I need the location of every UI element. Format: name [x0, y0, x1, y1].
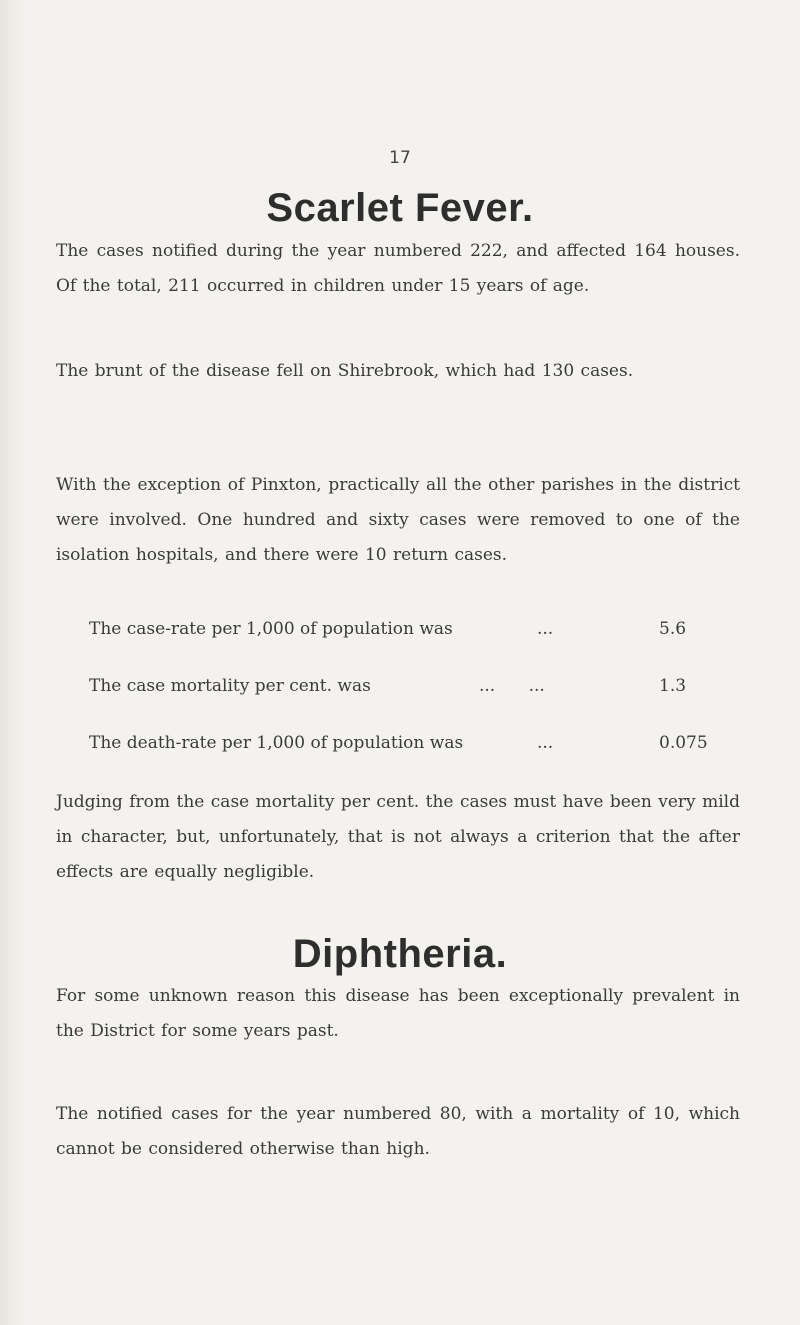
scarlet-fever-paragraph-2: The brunt of the disease fell on Shirebrook, which had 130 cases. — [56, 361, 634, 381]
scarlet-fever-paragraph-4: Judging from the case mortality per cent. the cases must have been very mild in character, but, unfortunately, that is not always a criterion that the after effects are equally negligible. — [56, 792, 740, 882]
stat-value: 5.6 — [659, 619, 687, 639]
scarlet-fever-heading: Scarlet Fever. — [266, 186, 534, 230]
stat-row-case-rate — [89, 619, 749, 645]
diphtheria-heading: Diphtheria. — [292, 932, 508, 976]
stat-row-death-rate — [89, 733, 749, 759]
stat-row-case-mortality — [89, 676, 749, 702]
stat-label: The case-rate per 1,000 of population was — [89, 619, 453, 639]
stat-leader-dots: ... — [537, 619, 554, 639]
stat-value: 1.3 — [659, 676, 687, 696]
stat-label: The death-rate per 1,000 of population was — [89, 733, 464, 753]
page-number: 17 — [389, 148, 411, 168]
stat-leader-dots: ... ... — [479, 676, 545, 696]
stat-label: The case mortality per cent. was — [89, 676, 371, 696]
diphtheria-paragraph-1: For some unknown reason this disease has been exceptionally prevalent in the District for some years past. — [56, 986, 740, 1041]
stat-value: 0.075 — [659, 733, 708, 753]
scarlet-fever-paragraph-3: With the exception of Pinxton, practically all the other parishes in the district were involved. One hundred and sixty cases were removed to one of the isolation hospitals, and there were 10 return cases. — [56, 475, 740, 565]
scarlet-fever-paragraph-1: The cases notified during the year numbered 222, and affected 164 houses. Of the total, 211 occurred in children under 15 years of age. — [56, 241, 740, 296]
stat-leader-dots: ... — [537, 733, 554, 753]
diphtheria-paragraph-2: The notified cases for the year numbered 80, with a mortality of 10, which cannot be considered otherwise than high. — [56, 1104, 740, 1159]
